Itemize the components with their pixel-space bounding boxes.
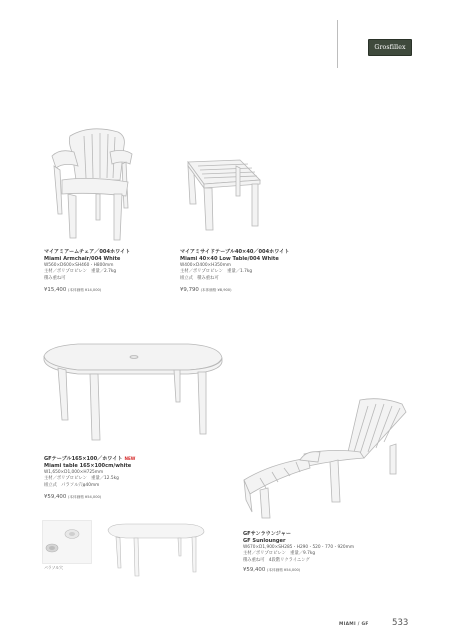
product-dimensions: W670×D1,900×SH285・H290・520・770・920mm	[243, 545, 355, 550]
product-side-table	[180, 249, 289, 294]
product-price-note: (本体価格 ¥54,000)	[267, 567, 301, 572]
table-165-image	[38, 340, 228, 444]
product-name-en: Miami table 165×100cm/white	[44, 463, 132, 469]
product-dimensions: W1,650×D1,000×H725mm	[44, 470, 104, 475]
product-name-en: GF Sunlounger	[243, 538, 286, 544]
product-price-value: ¥59,400	[243, 566, 266, 573]
footer-section-label: MIAMI / GF	[339, 622, 369, 627]
product-note: 積み重ね可	[44, 275, 66, 281]
product-material: 主材／ポリプロピレン 重量／1.7kg	[180, 269, 253, 275]
header-divider	[337, 20, 338, 68]
product-name-jp: マイアミサイドテーブル40×40／004ホワイト	[180, 249, 290, 255]
armchair-image	[40, 122, 140, 244]
product-name-jp: マイアミアームチェア／004ホワイト	[44, 249, 131, 255]
product-material: 主材／ポリプロピレン 重量／9.7kg	[243, 551, 316, 557]
product-price	[44, 287, 130, 294]
brand-logo-text: Grosfillex	[374, 44, 406, 51]
side-table-image	[168, 158, 266, 238]
product-name-en: Miami 40×40 Low Table/004 White	[180, 256, 279, 262]
table-small-image	[104, 522, 208, 578]
product-name-en: Miami Armchair/004 White	[44, 256, 121, 262]
product-table-165	[44, 455, 135, 501]
product-material: 主材／ポリプロピレン 重量／2.7kg	[44, 269, 117, 275]
product-price-value: ¥59,400	[44, 493, 67, 500]
product-note: 積み重ね可 4段階リクライニング	[243, 557, 310, 563]
product-name-jp: GFテーブル165×100／ホワイト NEW	[44, 456, 136, 462]
product-price-note: (本体価格 ¥14,000)	[68, 287, 102, 292]
product-armchair	[44, 249, 130, 294]
brand-logo	[368, 39, 412, 56]
parasol-hole-caption: パラソル穴	[44, 565, 63, 570]
product-price-note: (本体価格 ¥54,000)	[68, 494, 102, 499]
parasol-hole-swatch	[42, 520, 92, 564]
product-price	[243, 567, 354, 574]
product-dimensions: W560×D600×SH460・H800mm	[44, 263, 114, 268]
product-note: 組立式 積み重ね可	[180, 275, 219, 281]
page-number: 533	[392, 618, 409, 628]
product-dimensions: W400×D400×H350mm	[180, 263, 231, 268]
product-price-value: ¥15,400	[44, 286, 67, 293]
product-price-note: (本体価格 ¥8,900)	[200, 287, 232, 292]
product-material: 主材／ポリプロピレン 重量／12.5kg	[44, 476, 119, 482]
product-sunlounger	[243, 531, 354, 574]
product-name-jp: GFサンラウンジャー	[243, 531, 291, 537]
product-note: 組立式 パラソル穴φ40mm	[44, 482, 100, 488]
product-price	[44, 494, 135, 501]
product-price-value: ¥9,790	[180, 286, 199, 293]
new-badge: NEW	[124, 456, 136, 461]
product-price	[180, 287, 289, 294]
sunlounger-image	[240, 394, 412, 526]
